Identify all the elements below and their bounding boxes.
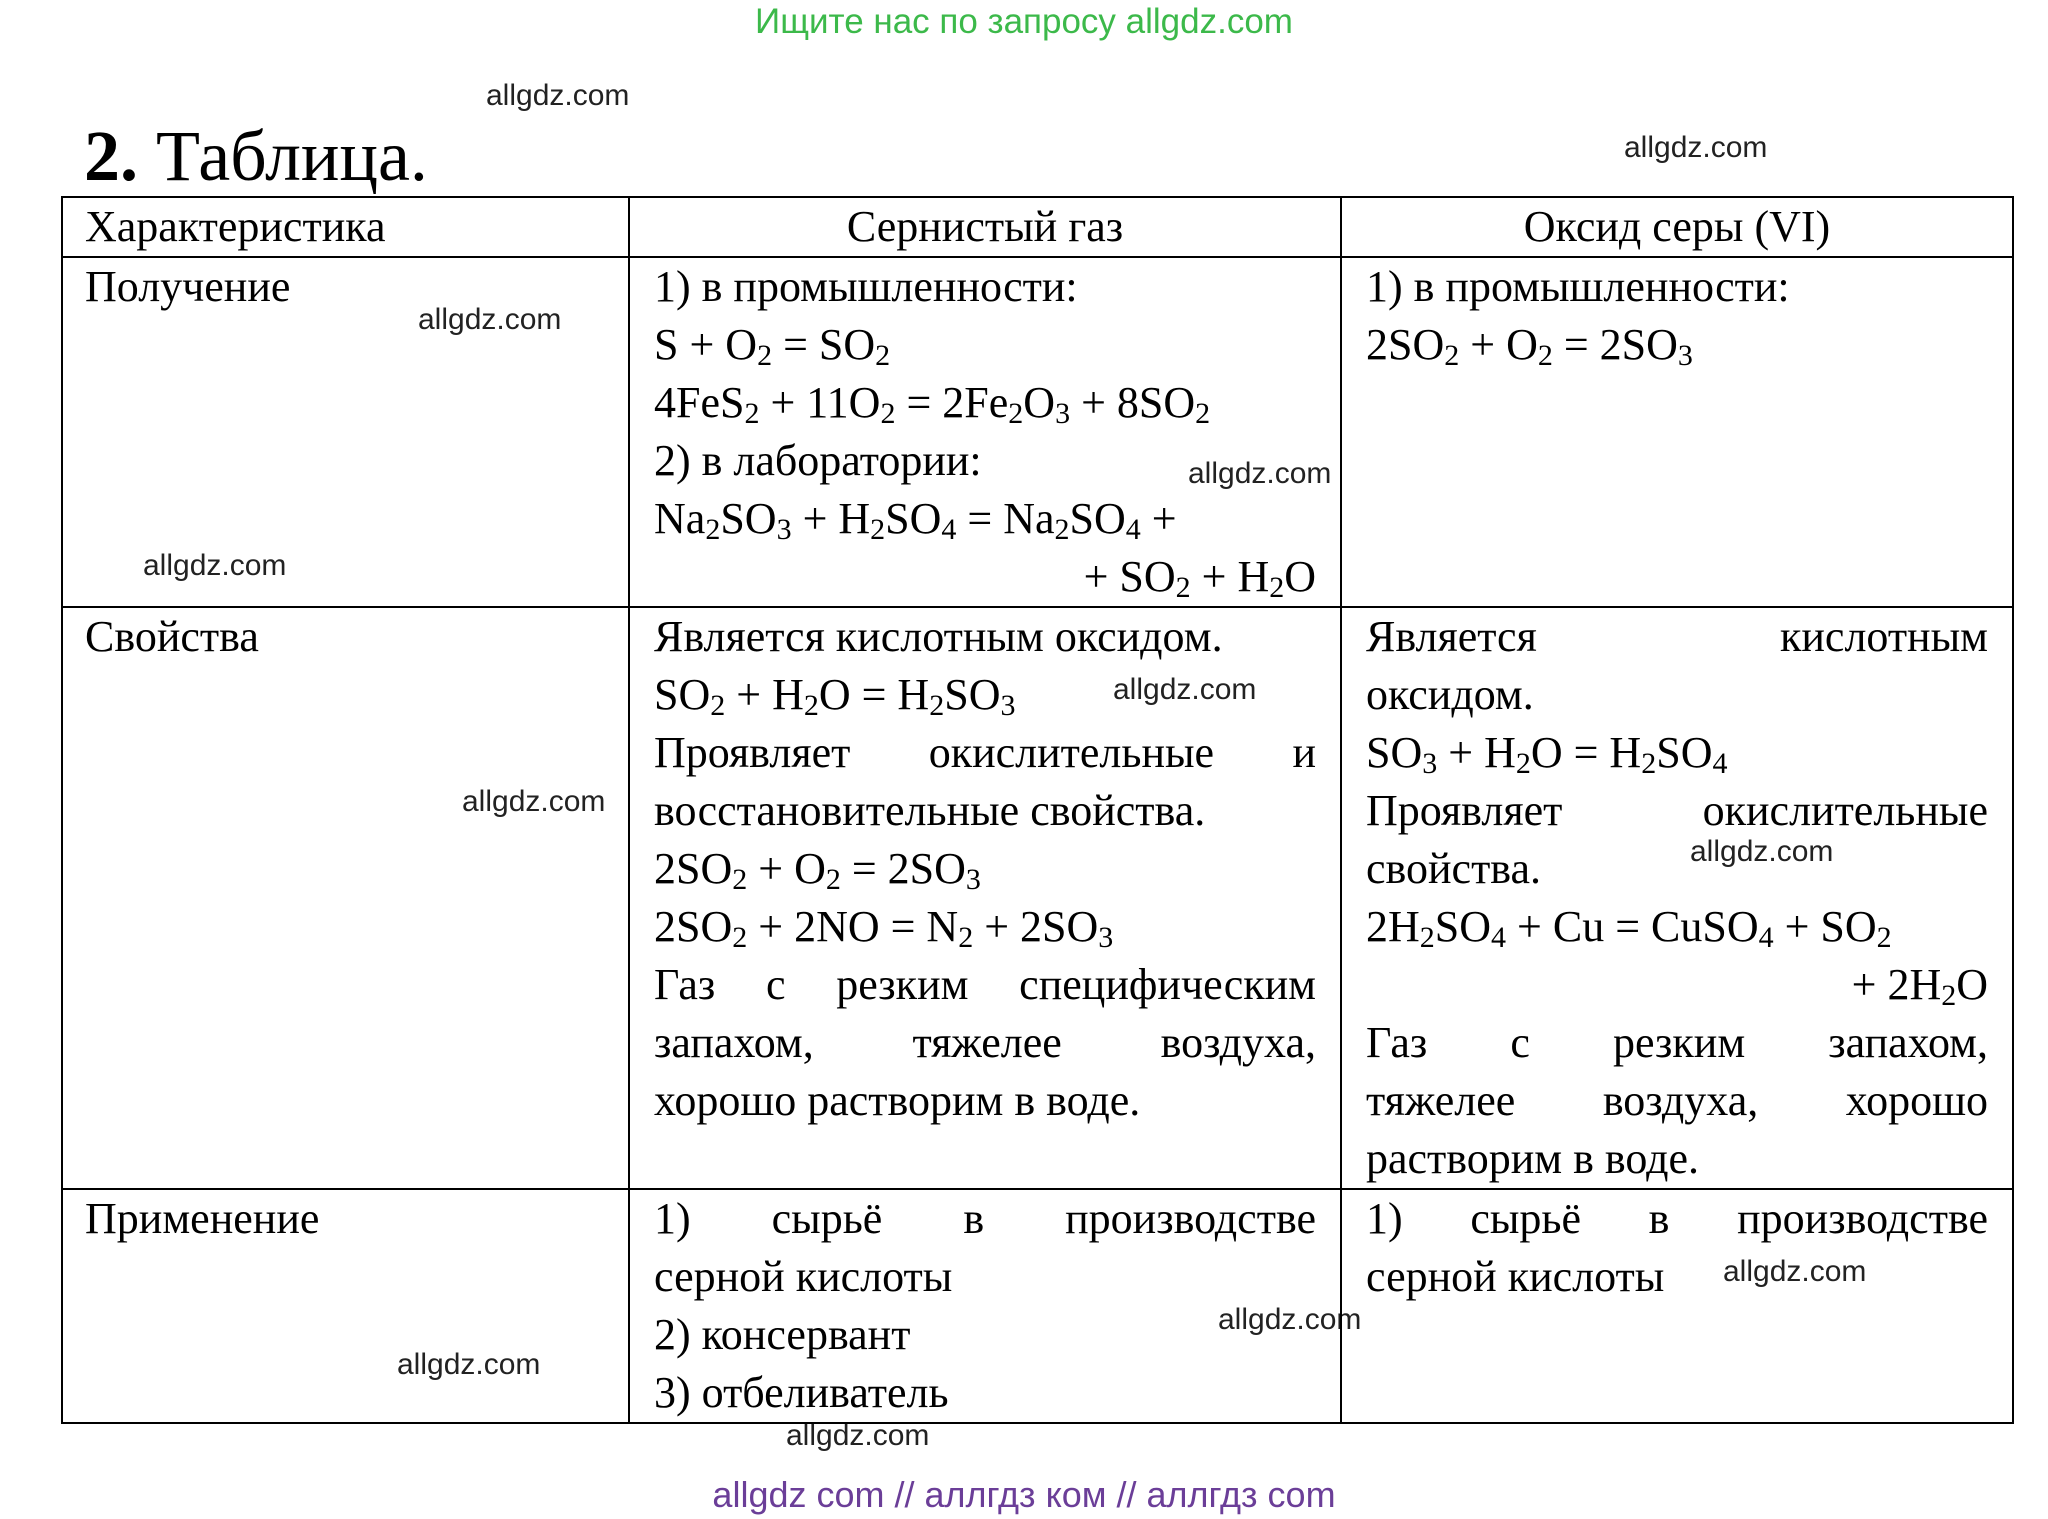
row-label: Применение [62, 1189, 629, 1423]
cell-line: Является кислотным оксидом. [654, 612, 1223, 661]
title-text: Таблица. [138, 116, 428, 196]
table-row-properties [62, 607, 2013, 1189]
watermark: allgdz.com [1690, 835, 1834, 868]
cell-line: свойства. [1366, 844, 1542, 893]
cell-line: $S + O_2 = SO_2$ [654, 320, 891, 372]
title-number: 2. [84, 116, 138, 196]
cell-line: растворим в воде. [1366, 1134, 1700, 1183]
watermark: allgdz.com [1218, 1303, 1362, 1336]
cell-line: хорошо растворим в воде. [654, 1076, 1141, 1125]
sulfur-oxides-table [61, 196, 2014, 1424]
watermark: allgdz.com [1113, 673, 1257, 706]
cell-so3-production [1341, 257, 2013, 607]
cell-line: 2) консервант [654, 1310, 911, 1359]
cell-line: $2SO_2 + O_2 = 2SO_3$ [1366, 320, 1693, 372]
cell-line: Является кислотным [1366, 612, 1988, 661]
cell-line: $SO_2 + H_2O = H_2SO_3$ [654, 670, 1016, 722]
watermark: allgdz.com [1624, 131, 1768, 164]
cell-line: $4FeS_2 + 11O_2 = 2Fe_2O_3 + 8SO_2$ [654, 378, 1211, 430]
cell-line: $2SO_2 + 2NO = N_2 + 2SO_3$ [654, 902, 1114, 954]
cell-line: $2H_2SO_4 + Cu$ = CuSO$_4$ + $SO_2$ [1366, 902, 1892, 954]
watermark: allgdz.com [1188, 457, 1332, 490]
cell-line: серной кислоты [654, 1252, 953, 1301]
cell-so2-application [629, 1189, 1341, 1423]
header-sulfur-trioxide: Оксид серы (VI) [1341, 197, 2013, 257]
cell-line: серной кислоты [1366, 1252, 1665, 1301]
cell-line: + $SO_2 + H_2O$ [1083, 552, 1316, 604]
page-title [84, 108, 428, 204]
header-characteristic: Характеристика [62, 197, 629, 257]
cell-line: + $2H_2O$ [1851, 960, 1988, 1012]
cell-line: Газ с резким специфическим [654, 960, 1316, 1009]
cell-line: 1) в промышленности: [654, 262, 1078, 311]
bottom-banner: allgdz com // аллгдз ком // аллгдз com [712, 1474, 1336, 1515]
cell-line: 1) в промышленности: [1366, 262, 1790, 311]
cell-line: $2SO_2 + O_2 = 2SO_3$ [654, 844, 981, 896]
cell-line: тяжелее воздуха, хорошо [1366, 1076, 1988, 1125]
cell-line: 1) сырьё в производстве [1366, 1194, 1988, 1243]
watermark: allgdz.com [786, 1419, 930, 1452]
watermark: allgdz.com [397, 1348, 541, 1381]
cell-line: Проявляет окислительные [1366, 786, 1988, 835]
table-header-row [62, 197, 2013, 257]
top-banner: Ищите нас по запросу allgdz.com [755, 2, 1293, 41]
cell-line: 2) в лаборатории: [654, 436, 982, 485]
cell-so3-properties [1341, 607, 2013, 1189]
watermark: allgdz.com [418, 303, 562, 336]
cell-line: $Na_2SO_3 + H_2SO_4 = Na_2SO_4$ + [654, 494, 1177, 546]
cell-line: оксидом. [1366, 670, 1534, 719]
cell-line: запахом, тяжелее воздуха, [654, 1018, 1316, 1067]
watermark: allgdz.com [143, 549, 287, 582]
cell-line: Газ с резким запахом, [1366, 1018, 1988, 1067]
cell-so2-properties [629, 607, 1341, 1189]
table-row-application [62, 1189, 2013, 1423]
watermark: allgdz.com [462, 785, 606, 818]
cell-line: $SO_3 + H_2O = H_2SO_4$ [1366, 728, 1728, 780]
cell-line: восстановительные свойства. [654, 786, 1206, 835]
cell-line: Проявляет окислительные и [654, 728, 1316, 777]
row-label: Получение [62, 257, 629, 607]
watermark: allgdz.com [486, 79, 630, 112]
cell-so2-production [629, 257, 1341, 607]
cell-line: 1) сырьё в производстве [654, 1194, 1316, 1243]
cell-so3-application [1341, 1189, 2013, 1423]
row-label: Свойства [62, 607, 629, 1189]
watermark: allgdz.com [1723, 1255, 1867, 1288]
cell-line: 3) отбеливатель [654, 1368, 949, 1417]
table-row-production [62, 257, 2013, 607]
header-sulfur-dioxide: Сернистый газ [629, 197, 1341, 257]
